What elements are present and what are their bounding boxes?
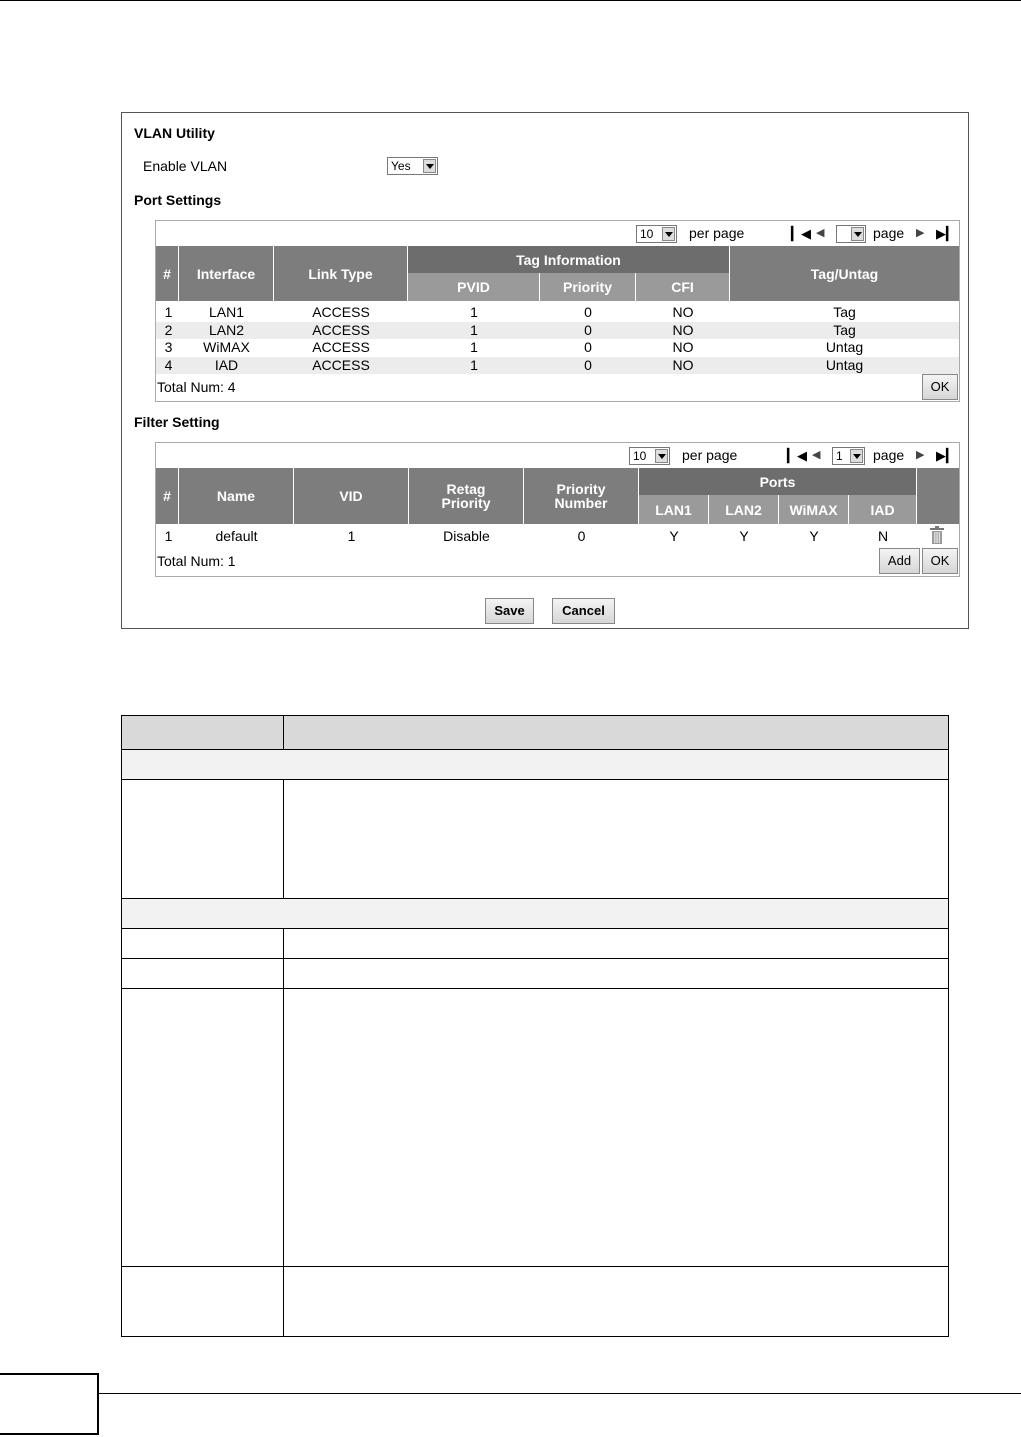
filter-per-page-select[interactable] <box>629 447 670 465</box>
page-number-box <box>0 1373 99 1435</box>
cell-pvid: 1 <box>470 356 478 373</box>
next-page-icon[interactable]: ▶ <box>916 227 925 239</box>
cell-interface: WiMAX <box>203 339 250 355</box>
table-border <box>121 988 949 989</box>
bottom-rule <box>99 1393 1021 1394</box>
table-row <box>156 304 959 322</box>
top-rule <box>0 0 1021 1</box>
col-retag-priority <box>409 468 524 524</box>
col-action <box>917 468 959 524</box>
first-page-icon[interactable]: ▎◀ <box>791 226 811 241</box>
port-per-page-select[interactable] <box>636 225 677 243</box>
table-header-shade <box>121 715 949 749</box>
cell-num: 1 <box>164 304 173 320</box>
dropdown-arrow-icon[interactable] <box>851 227 864 241</box>
vlan-utility-title: VLAN Utility <box>134 125 215 141</box>
filter-add-button[interactable]: Add <box>879 548 920 574</box>
cell-priority: 0 <box>584 339 592 355</box>
table-row <box>156 357 959 375</box>
filter-per-page-label: per page <box>682 447 738 463</box>
save-button[interactable]: Save <box>485 598 534 624</box>
col-ports: Ports <box>639 468 917 495</box>
table-border <box>948 715 949 1337</box>
enable-vlan-select[interactable] <box>387 157 438 175</box>
next-page-icon[interactable]: ▶ <box>916 449 925 461</box>
table-row <box>156 528 959 546</box>
port-total-num: Total Num: 4 <box>157 379 236 395</box>
col-prio-line2: Number <box>554 495 608 511</box>
vlan-panel <box>121 112 969 629</box>
port-pager <box>636 224 954 244</box>
cell-priority: 0 <box>584 321 592 338</box>
col-lan1: LAN1 <box>639 495 709 524</box>
table-border <box>283 779 284 899</box>
filter-per-page-value: 10 <box>633 449 647 463</box>
section-row-shade <box>121 750 949 779</box>
cell-interface: LAN2 <box>208 321 245 338</box>
table-row <box>156 322 959 340</box>
first-page-icon[interactable]: ▎◀ <box>787 448 807 463</box>
table-border <box>121 715 122 1337</box>
cell-iad: N <box>877 528 889 544</box>
cell-pvid: 1 <box>470 304 478 320</box>
cell-name: default <box>215 528 258 544</box>
dropdown-arrow-icon[interactable] <box>850 449 863 463</box>
cell-pvid: 1 <box>470 339 478 355</box>
port-settings-table <box>155 220 960 402</box>
cell-link-type: ACCESS <box>312 356 370 373</box>
filter-page-select[interactable] <box>832 447 865 465</box>
filter-total-num: Total Num: 1 <box>157 553 236 569</box>
col-pvid: PVID <box>408 273 540 301</box>
col-interface: Interface <box>179 246 274 301</box>
cell-wimax: Y <box>809 528 819 544</box>
cell-link-type: ACCESS <box>312 321 370 338</box>
prev-page-icon[interactable]: ◀ <box>816 227 825 239</box>
col-priority-number <box>524 468 639 524</box>
col-tag-untag: Tag/Untag <box>730 246 959 301</box>
table-border <box>121 958 949 959</box>
cell-vid: 1 <box>347 528 356 544</box>
col-retag-line1: Retag <box>446 481 486 497</box>
port-page-select[interactable] <box>836 225 866 243</box>
col-cfi: CFI <box>636 273 730 301</box>
section-row-shade <box>121 898 949 928</box>
cell-interface: IAD <box>214 356 239 373</box>
filter-page-label: page <box>873 447 905 463</box>
table-border <box>283 715 284 750</box>
col-vid: VID <box>294 468 409 524</box>
dropdown-arrow-icon[interactable] <box>423 159 436 173</box>
filter-ok-button[interactable]: OK <box>922 548 958 574</box>
table-border <box>121 1336 949 1337</box>
col-lan2: LAN2 <box>709 495 779 524</box>
table-border <box>121 749 949 750</box>
last-page-icon[interactable]: ▶▎ <box>936 448 956 463</box>
dropdown-arrow-icon[interactable] <box>662 227 675 241</box>
port-per-page-label: per page <box>689 225 745 241</box>
table-row <box>156 339 959 357</box>
cell-tag: Untag <box>825 356 864 373</box>
table-border <box>121 928 949 929</box>
cell-cfi: NO <box>672 304 694 320</box>
col-num: # <box>156 246 179 301</box>
port-settings-title: Port Settings <box>134 192 222 208</box>
table-border <box>121 715 949 716</box>
col-tag-information: Tag Information <box>408 246 730 273</box>
prev-page-icon[interactable]: ◀ <box>812 449 821 461</box>
port-page-label: page <box>873 225 905 241</box>
col-name: Name <box>179 468 294 524</box>
cell-tag: Tag <box>833 304 856 320</box>
enable-vlan-label: Enable VLAN <box>143 158 228 174</box>
cell-link-type: ACCESS <box>312 304 370 320</box>
filter-pager <box>629 446 954 466</box>
port-ok-button[interactable]: OK <box>922 374 958 400</box>
cell-cfi: NO <box>672 356 694 373</box>
table-border <box>283 928 284 1337</box>
col-priority: Priority <box>540 273 636 301</box>
table-border <box>121 779 949 780</box>
port-per-page-value: 10 <box>640 227 654 241</box>
cancel-button[interactable]: Cancel <box>552 598 615 624</box>
table-border <box>121 1266 949 1267</box>
cell-pvid: 1 <box>470 321 478 338</box>
enable-vlan-value: Yes <box>391 159 411 173</box>
col-prio-line1: Priority <box>556 481 606 497</box>
cell-lan1: Y <box>669 528 679 544</box>
cell-tag: Untag <box>825 339 864 355</box>
last-page-icon[interactable]: ▶▎ <box>936 226 956 241</box>
cell-priority-number: 0 <box>577 528 586 544</box>
filter-setting-table <box>155 442 960 577</box>
description-table <box>121 715 949 1337</box>
dropdown-arrow-icon[interactable] <box>655 449 668 463</box>
col-retag-line2: Priority <box>441 495 491 511</box>
cell-tag: Tag <box>833 321 856 338</box>
filter-setting-title: Filter Setting <box>134 414 220 430</box>
col-iad: IAD <box>849 495 917 524</box>
cell-lan2: Y <box>739 528 749 544</box>
cell-retag: Disable <box>443 528 490 544</box>
cell-cfi: NO <box>672 339 694 355</box>
col-num: # <box>156 468 179 524</box>
cell-num: 3 <box>164 339 173 355</box>
trash-icon[interactable] <box>929 526 945 548</box>
col-link-type: Link Type <box>274 246 408 301</box>
filter-page-value: 1 <box>836 449 843 463</box>
col-wimax: WiMAX <box>779 495 849 524</box>
cell-num: 2 <box>164 321 173 338</box>
cell-link-type: ACCESS <box>312 339 370 355</box>
cell-priority: 0 <box>584 356 592 373</box>
cell-priority: 0 <box>584 304 592 320</box>
cell-num: 4 <box>164 356 173 373</box>
cell-interface: LAN1 <box>208 304 245 320</box>
cell-num: 1 <box>164 528 173 544</box>
cell-cfi: NO <box>672 321 694 338</box>
table-border <box>121 898 949 899</box>
